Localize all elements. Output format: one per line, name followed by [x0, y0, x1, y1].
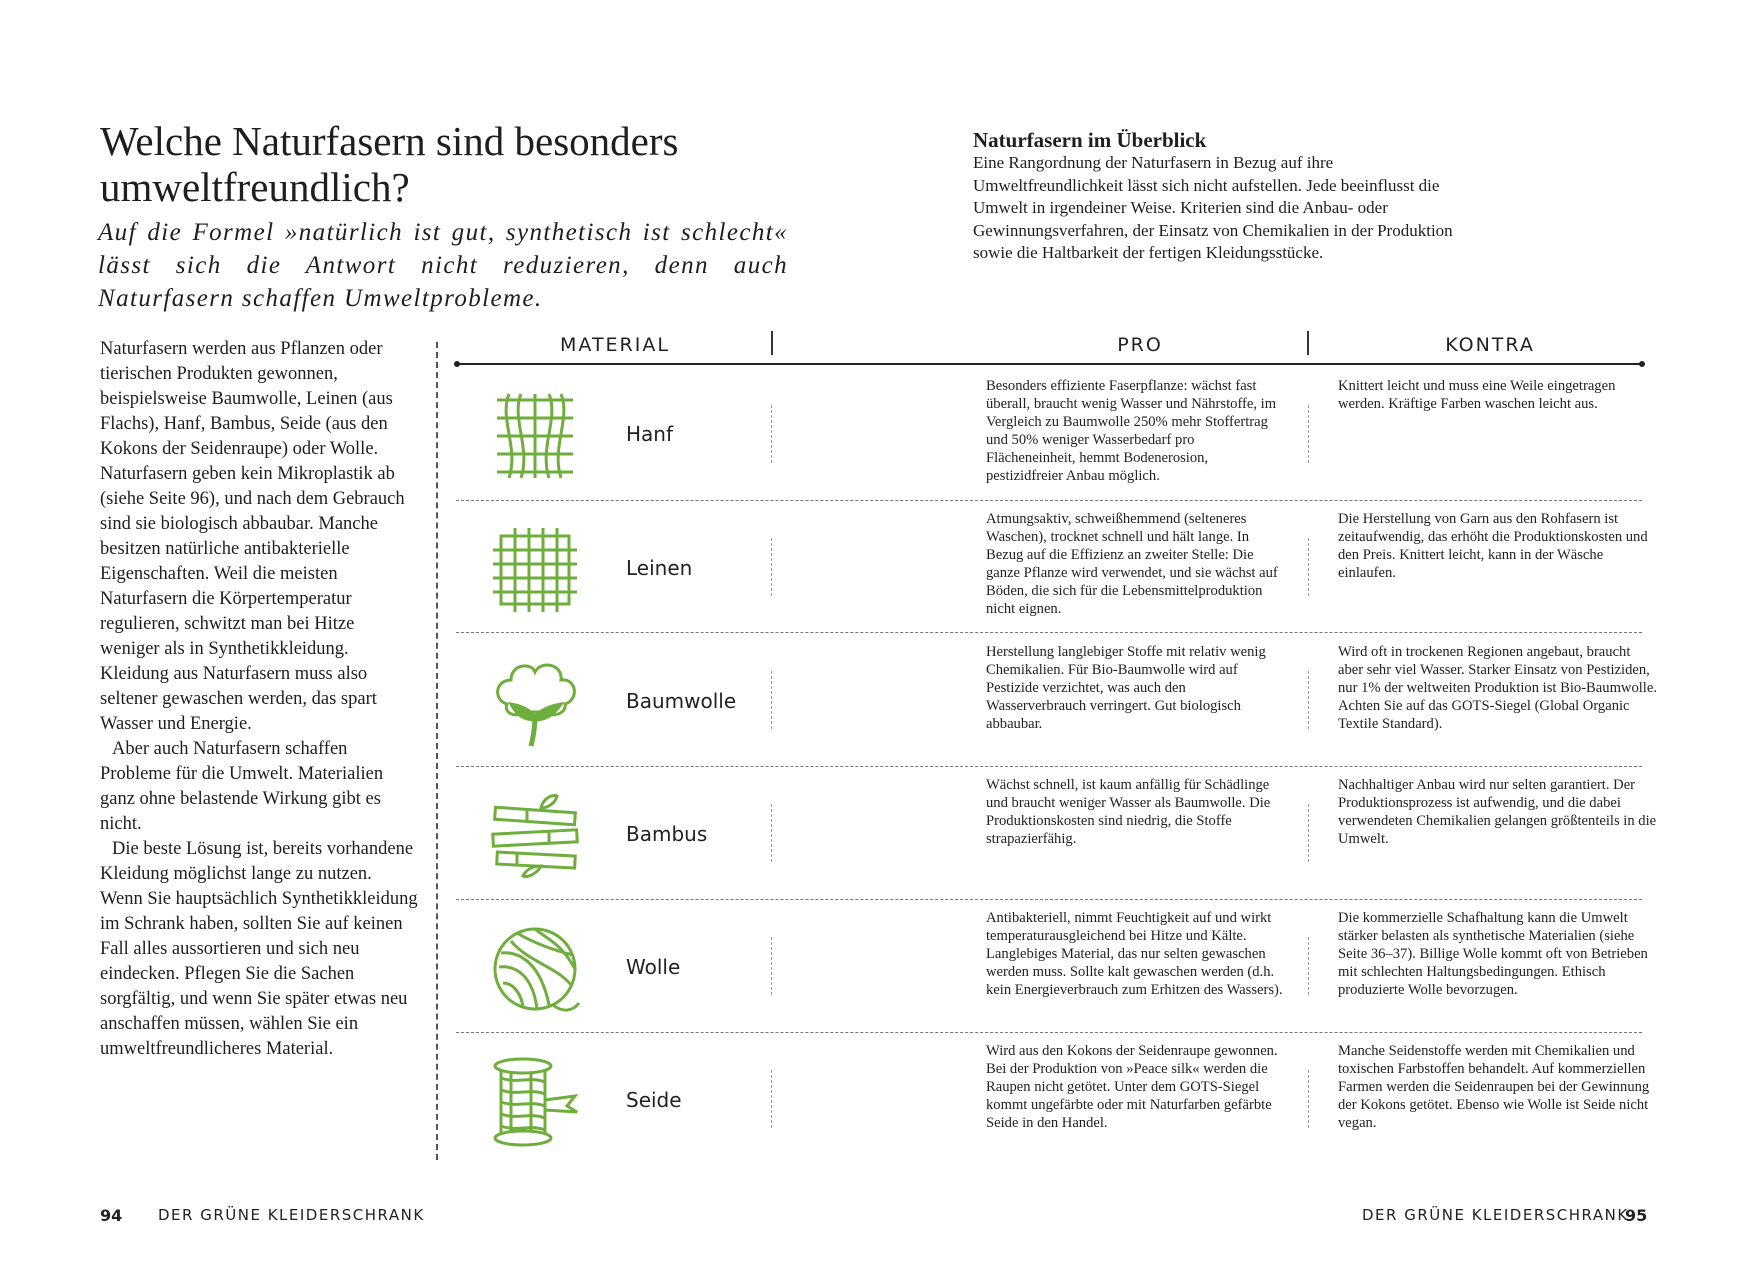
kontra-text: Knittert leicht und muss eine Weile eingetragen werden. Kräftige Farben waschen leicht aus.	[1338, 378, 1616, 412]
cell-separator	[771, 937, 772, 995]
header-rule	[456, 363, 1642, 365]
rule-dot	[454, 361, 460, 367]
silk-spool-icon	[487, 1054, 583, 1150]
left-running-footer: DER GRÜNE KLEIDERSCHRANK	[158, 1206, 425, 1224]
page-title: Welche Naturfasern sind besonders umweltfreundlich?	[100, 118, 679, 210]
kontra-text: Die Herstellung von Garn aus den Rohfasern ist zeitaufwendig, das erhöht die Produktionskosten und den Preis. Knittert leicht, kann in der Wäsche einlaufen.	[1338, 511, 1648, 581]
linen-grid-icon	[487, 522, 583, 618]
row-divider	[456, 899, 1642, 900]
pro-text: Wird aus den Kokons der Seidenraupe gewonnen. Bei der Produktion von »Peace silk« werden die Raupen nicht getötet. Unter dem GOTS-Siegel kommt ungefärbte oder mit Naturfarben gefärbte Seide in den Handel.	[986, 1043, 1278, 1131]
row-divider	[456, 766, 1642, 767]
pro-text: Wächst schnell, ist kaum anfällig für Schädlinge und braucht weniger Wasser als Baumwolle. Die Produktionskosten sind niedrig, die Stoffe strapazierfähig.	[986, 777, 1271, 847]
body-paragraph: Naturfasern werden aus Pflanzen oder tierischen Produkten gewonnen, beispielsweise Baumwolle, Leinen (aus Flachs), Hanf, Bambus, Seide (aus den Kokons der Seidenraupe) oder Wolle. Naturfasern geben kein Mikroplastik ab (siehe Seite 96), und nach dem Gebrauch sind sie biologisch abbaubar. Manche besitzen natürliche antibakterielle Eigenschaften. Weil die meisten Naturfasern die Körpertemperatur regulieren, schwitzt man bei Hitze weniger als in Synthetikkleidung. Kleidung aus Naturfasern muss also seltener gewaschen werden, das spart Wasser und Energie.	[100, 339, 405, 734]
cell-separator	[1308, 538, 1309, 596]
overview-text: Eine Rangordnung der Naturfasern in Bezug auf ihre Umweltfreundlichkeit lässt sich nicht aufstellen. Jede beeinflusst die Umwelt in irgendeiner Weise. Kriterien sind die Anbau- oder Gewinnungsverfahren, der Einsatz von Chemikalien in der Produktion sowie die Haltbarkeit der fertigen Kleidungsstücke.	[973, 153, 1453, 262]
material-name: Hanf	[626, 422, 674, 446]
material-name: Wolle	[626, 955, 681, 979]
row-divider	[456, 500, 1642, 501]
kontra-text: Manche Seidenstoffe werden mit Chemikalien und toxischen Farbstoffen behandelt. Auf kommerziellen Farmen werden die Seidenraupen bei der Gewinnung der Kokons getötet. Ebenso wie Wolle ist Seide nicht vegan.	[1338, 1043, 1650, 1131]
cell-separator	[771, 804, 772, 862]
column-divider	[436, 342, 438, 1160]
pro-text: Atmungsaktiv, schweißhemmend (selteneres Waschen), trocknet schnell und hält lange. In Bezug auf die Effizienz an zweiter Stelle: Die ganze Pflanze wird verwendet, und sie wächst auf Böden, die sich für die Lebensmittelproduktion nicht eignen.	[986, 511, 1278, 617]
hemp-weave-icon	[487, 388, 583, 484]
right-page-number: 95	[1625, 1206, 1648, 1225]
cell-separator	[1308, 804, 1309, 862]
kontra-text: Wird oft in trockenen Regionen angebaut, braucht aber sehr viel Wasser. Starker Einsatz von Pestiziden, nur 1% der weltweiten Produktion ist Bio-Baumwolle. Achten Sie auf das GOTS-Siegel (Global Organic Textile Standard).	[1338, 644, 1657, 732]
bamboo-icon	[487, 788, 583, 884]
overview-title: Naturfasern im Überblick	[973, 128, 1207, 152]
cell-separator	[1308, 671, 1309, 729]
yarn-ball-icon	[487, 921, 583, 1017]
cotton-flower-icon	[487, 654, 583, 750]
header-kontra: KONTRA	[1445, 334, 1535, 356]
cell-separator	[771, 671, 772, 729]
cell-separator	[1308, 937, 1309, 995]
header-pro: PRO	[1117, 334, 1163, 356]
lead-paragraph: Auf die Formel »natürlich ist gut, synthetisch ist schlecht« lässt sich die Antwort nicht reduzieren, denn auch Naturfasern schaffen Umweltprobleme.	[98, 219, 788, 312]
material-name: Baumwolle	[626, 689, 737, 713]
row-divider	[456, 1032, 1642, 1033]
material-name: Seide	[626, 1088, 682, 1112]
cell-separator	[771, 1070, 772, 1128]
material-name: Bambus	[626, 822, 708, 846]
pro-text: Herstellung langlebiger Stoffe mit relativ wenig Chemikalien. Für Bio-Baumwolle wird auf Pestizide verzichtet, was auch den Wasserverbrauch verringert. Gut biologisch abbaubar.	[986, 644, 1266, 732]
pro-text: Besonders effiziente Faserpflanze: wächst fast überall, braucht wenig Wasser und Nährstoffe, im Vergleich zu Baumwolle 250% mehr Stoffertrag und 50% weniger Wasserbedarf pro Flächeneinheit, hemmt Bodenerosion, pestizidfreier Anbau möglich.	[986, 378, 1277, 484]
header-separator	[1307, 331, 1309, 355]
kontra-text: Die kommerzielle Schafhaltung kann die Umwelt stärker belasten als synthetische Materialien (siehe Seite 36–37). Billige Wolle kommt oft von Betrieben mit schlechten Haltungsbedingungen. Ethisch produzierte Wolle bevorzugen.	[1338, 910, 1648, 998]
body-paragraph: Aber auch Naturfasern schaffen Probleme für die Umwelt. Materialien ganz ohne belastende Wirkung gibt es nicht.	[100, 739, 384, 834]
header-separator	[771, 331, 773, 355]
pro-text: Antibakteriell, nimmt Feuchtigkeit auf und wirkt temperaturausgleichend bei Hitze und Kälte. Langlebiges Material, das nur selten gewaschen werden muss. Sollte kalt gewaschen werden (d.h. kein Energieverbrauch zum Erhitzen des Wassers).	[986, 910, 1283, 998]
material-name: Leinen	[626, 556, 693, 580]
cell-separator	[1308, 1070, 1309, 1128]
kontra-text: Nachhaltiger Anbau wird nur selten garantiert. Der Produktionsprozess ist aufwendig, und die dabei verwendeten Chemikalien gelangen größtenteils in die Umwelt.	[1338, 777, 1657, 847]
left-page-number: 94	[100, 1206, 123, 1225]
rule-dot	[1639, 361, 1645, 367]
cell-separator	[1308, 405, 1309, 463]
cell-separator	[771, 405, 772, 463]
header-material: MATERIAL	[560, 334, 670, 356]
body-paragraph: Die beste Lösung ist, bereits vorhandene Kleidung möglichst lange zu nutzen. Wenn Sie hauptsächlich Synthetikkleidung im Schrank haben, sollten Sie auf keinen Fall alles aussortieren und sich neu eindecken. Pflegen Sie die Sachen sorgfältig, und wenn Sie später etwas neu anschaffen müssen, wählen Sie ein umweltfreundlicheres Material.	[100, 839, 418, 1059]
right-running-footer: DER GRÜNE KLEIDERSCHRANK	[1362, 1206, 1629, 1224]
body-text-column	[100, 337, 418, 1062]
cell-separator	[771, 538, 772, 596]
row-divider	[456, 632, 1642, 633]
